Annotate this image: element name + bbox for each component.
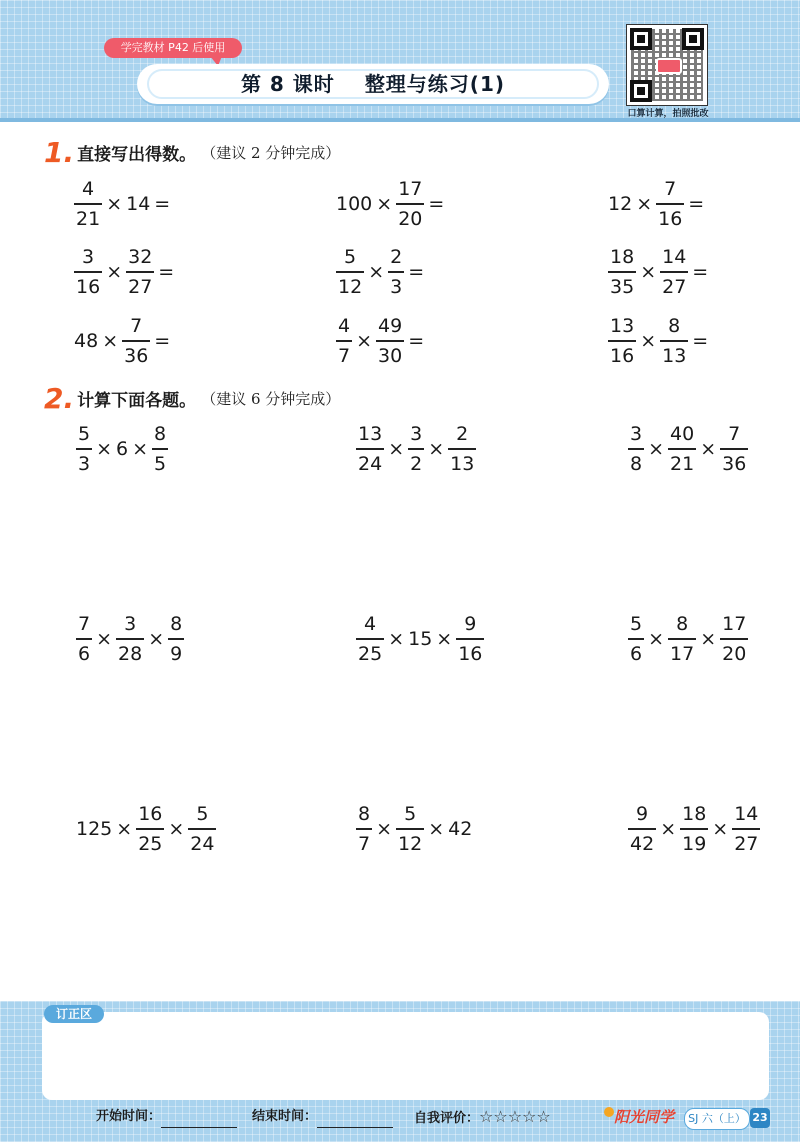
times-sign: × [436, 627, 453, 650]
numerator: 7 [728, 423, 741, 445]
times-sign: × [376, 192, 393, 215]
times-sign: × [636, 192, 653, 215]
times-sign: × [700, 437, 717, 460]
numerator: 2 [456, 423, 469, 445]
fraction [656, 177, 684, 231]
fraction-bar [668, 448, 696, 450]
fraction-bar [116, 638, 144, 640]
section-1-hint: （建议 2 分钟完成） [201, 144, 341, 162]
denominator: 16 [610, 344, 635, 367]
fraction-bar [456, 638, 484, 640]
times-sign: × [648, 437, 665, 460]
calc-problem [74, 802, 218, 856]
times-sign: × [102, 329, 119, 352]
fraction-bar [356, 828, 372, 830]
fraction-bar [126, 271, 154, 273]
denominator: 7 [358, 832, 371, 855]
fraction-bar [660, 271, 688, 273]
denominator: 24 [358, 452, 383, 475]
times-sign: × [388, 627, 405, 650]
fraction-bar [74, 203, 102, 205]
correction-label: 订正区 [44, 1005, 104, 1023]
times-sign: × [700, 627, 717, 650]
fraction [720, 422, 748, 476]
fraction [668, 612, 696, 666]
fraction-bar [720, 638, 748, 640]
numerator: 5 [196, 803, 209, 825]
fraction-bar [608, 271, 636, 273]
quick-problem [606, 177, 706, 231]
times-sign: × [106, 260, 123, 283]
times-sign: × [388, 437, 405, 460]
fraction-bar [76, 638, 92, 640]
fraction-bar [136, 828, 164, 830]
numerator: 14 [662, 246, 687, 268]
fraction [136, 802, 164, 856]
fraction-bar [448, 448, 476, 450]
numerator: 5 [78, 423, 91, 445]
qr-corner-icon [630, 28, 652, 50]
qr-logo-icon [656, 58, 682, 74]
fraction-bar [396, 203, 424, 205]
numerator: 49 [378, 315, 403, 337]
end-time-field[interactable] [252, 1106, 393, 1128]
times-sign: × [648, 627, 665, 650]
times-sign: × [640, 260, 657, 283]
fraction-bar [356, 448, 384, 450]
fraction [628, 422, 644, 476]
fraction [608, 245, 636, 299]
numerator: 17 [398, 178, 423, 200]
start-time-line[interactable] [161, 1113, 237, 1128]
denominator: 3 [390, 275, 403, 298]
section-1-number: 1. [44, 136, 75, 169]
denominator: 13 [662, 344, 687, 367]
end-time-line[interactable] [317, 1113, 393, 1128]
numerator: 5 [404, 803, 417, 825]
quick-problem [72, 314, 172, 368]
section-1-heading [44, 136, 341, 169]
fraction [122, 314, 150, 368]
fraction [720, 612, 748, 666]
calc-problem [626, 422, 750, 476]
fraction [660, 245, 688, 299]
numerator: 8 [170, 613, 183, 635]
fraction [336, 314, 352, 368]
section-2-number: 2. [44, 382, 75, 415]
times-sign: × [640, 329, 657, 352]
number: 14 [126, 192, 151, 215]
fraction-bar [336, 271, 364, 273]
quick-problem [334, 314, 426, 368]
fraction-bar [408, 448, 424, 450]
denominator: 25 [358, 642, 383, 665]
quick-problem [72, 177, 172, 231]
fraction [76, 422, 92, 476]
equals-sign: = [408, 260, 425, 283]
denominator: 17 [670, 642, 695, 665]
denominator: 42 [630, 832, 655, 855]
quick-problem [334, 177, 446, 231]
denominator: 16 [658, 207, 683, 230]
fraction-bar [396, 828, 424, 830]
denominator: 35 [610, 275, 635, 298]
fraction [396, 802, 424, 856]
equals-sign: = [428, 192, 445, 215]
numerator: 2 [390, 246, 403, 268]
self-eval-field [414, 1106, 551, 1128]
numerator: 32 [128, 246, 153, 268]
grade-badge: SJ 六（上） [684, 1108, 750, 1130]
fraction-bar [168, 638, 184, 640]
end-time-label: 结束时间： [252, 1109, 318, 1124]
times-sign: × [660, 817, 677, 840]
denominator: 36 [124, 344, 149, 367]
number: 12 [608, 192, 633, 215]
fraction [116, 612, 144, 666]
start-time-field[interactable] [96, 1106, 237, 1128]
calc-problem [626, 802, 762, 856]
denominator: 21 [76, 207, 101, 230]
denominator: 6 [78, 642, 91, 665]
fraction-bar [356, 638, 384, 640]
quick-problem [334, 245, 426, 299]
denominator: 8 [630, 452, 643, 475]
calc-problem [74, 612, 186, 666]
fraction [74, 245, 102, 299]
numerator: 18 [610, 246, 635, 268]
numerator: 5 [630, 613, 643, 635]
times-sign: × [376, 817, 393, 840]
denominator: 12 [398, 832, 423, 855]
denominator: 9 [170, 642, 183, 665]
numerator: 4 [82, 178, 95, 200]
numerator: 9 [464, 613, 477, 635]
times-sign: × [368, 260, 385, 283]
correction-area[interactable] [42, 1012, 769, 1100]
calc-problem [354, 802, 474, 856]
equals-sign: = [692, 260, 709, 283]
fraction [456, 612, 484, 666]
fraction-bar [680, 828, 708, 830]
numerator: 3 [124, 613, 137, 635]
equals-sign: = [408, 329, 425, 352]
fraction-bar [76, 448, 92, 450]
times-sign: × [96, 627, 113, 650]
denominator: 21 [670, 452, 695, 475]
fraction-bar [388, 271, 404, 273]
denominator: 36 [722, 452, 747, 475]
qr-caption: 口算计算，拍照批改 [627, 109, 709, 119]
numerator: 5 [344, 246, 357, 268]
fraction [376, 314, 404, 368]
brand-logo [608, 1103, 680, 1131]
denominator: 16 [76, 275, 101, 298]
denominator: 16 [458, 642, 483, 665]
fraction [188, 802, 216, 856]
calc-problem [626, 612, 750, 666]
start-time-label: 开始时间： [96, 1109, 162, 1124]
fraction-bar [628, 638, 644, 640]
numerator: 7 [130, 315, 143, 337]
numerator: 8 [154, 423, 167, 445]
calc-problem [354, 422, 478, 476]
denominator: 5 [154, 452, 167, 475]
numerator: 14 [734, 803, 759, 825]
rating-stars-icon[interactable]: ☆☆☆☆☆ [479, 1107, 551, 1126]
lesson-number: 第 8 课时 [240, 72, 335, 96]
fraction-bar [188, 828, 216, 830]
brand-name: 阳光同学 [613, 1108, 674, 1126]
denominator: 12 [338, 275, 363, 298]
page-number: 23 [750, 1108, 770, 1128]
fraction-bar [628, 448, 644, 450]
calc-problem [354, 612, 486, 666]
fraction-bar [336, 340, 352, 342]
fraction-bar [668, 638, 696, 640]
denominator: 28 [118, 642, 143, 665]
fraction [608, 314, 636, 368]
numerator: 18 [682, 803, 707, 825]
fraction-bar [660, 340, 688, 342]
times-sign: × [168, 817, 185, 840]
section-2-title: 计算下面各题。 [77, 391, 197, 411]
numerator: 8 [668, 315, 681, 337]
times-sign: × [106, 192, 123, 215]
times-sign: × [132, 437, 149, 460]
fraction [668, 422, 696, 476]
numerator: 7 [78, 613, 91, 635]
denominator: 20 [398, 207, 423, 230]
denominator: 25 [138, 832, 163, 855]
numerator: 13 [358, 423, 383, 445]
fraction [388, 245, 404, 299]
sun-icon [604, 1107, 614, 1117]
numerator: 4 [338, 315, 351, 337]
quick-problem [72, 245, 176, 299]
numerator: 17 [722, 613, 747, 635]
fraction [628, 802, 656, 856]
denominator: 13 [450, 452, 475, 475]
fraction [628, 612, 644, 666]
denominator: 27 [734, 832, 759, 855]
equals-sign: = [692, 329, 709, 352]
times-sign: × [356, 329, 373, 352]
fraction [396, 177, 424, 231]
denominator: 24 [190, 832, 215, 855]
times-sign: × [116, 817, 133, 840]
denominator: 20 [722, 642, 747, 665]
fraction [732, 802, 760, 856]
denominator: 27 [128, 275, 153, 298]
equals-sign: = [158, 260, 175, 283]
equals-sign: = [688, 192, 705, 215]
qr-corner-icon [630, 80, 652, 102]
denominator: 30 [378, 344, 403, 367]
section-2-hint: （建议 6 分钟完成） [201, 390, 341, 408]
denominator: 3 [78, 452, 91, 475]
fraction [448, 422, 476, 476]
times-sign: × [148, 627, 165, 650]
denominator: 2 [410, 452, 423, 475]
denominator: 19 [682, 832, 707, 855]
number: 125 [76, 817, 113, 840]
quick-problem [606, 245, 710, 299]
fraction [74, 177, 102, 231]
times-sign: × [96, 437, 113, 460]
number: 42 [448, 817, 473, 840]
numerator: 8 [676, 613, 689, 635]
number: 48 [74, 329, 99, 352]
fraction [168, 612, 184, 666]
fraction [126, 245, 154, 299]
fraction [660, 314, 688, 368]
lesson-title [241, 72, 505, 96]
numerator: 13 [610, 315, 635, 337]
fraction-bar [74, 271, 102, 273]
fraction [356, 422, 384, 476]
fraction-bar [732, 828, 760, 830]
times-sign: × [712, 817, 729, 840]
denominator: 7 [338, 344, 351, 367]
number: 6 [116, 437, 129, 460]
numerator: 3 [630, 423, 643, 445]
section-1-title: 直接写出得数。 [77, 145, 197, 165]
title-banner [137, 64, 609, 104]
number: 15 [408, 627, 433, 650]
section-2-heading [44, 382, 341, 415]
fraction [356, 612, 384, 666]
numerator: 16 [138, 803, 163, 825]
fraction-bar [122, 340, 150, 342]
fraction-bar [608, 340, 636, 342]
fraction-bar [628, 828, 656, 830]
fraction [356, 802, 372, 856]
fraction [152, 422, 168, 476]
numerator: 3 [410, 423, 423, 445]
denominator: 6 [630, 642, 643, 665]
fraction-bar [376, 340, 404, 342]
equals-sign: = [154, 192, 171, 215]
lesson-name: 整理与练习(1) [364, 72, 506, 96]
numerator: 8 [358, 803, 371, 825]
fraction [76, 612, 92, 666]
usage-tag: 学完教材 P42 后使用 [104, 38, 242, 58]
numerator: 40 [670, 423, 695, 445]
denominator: 27 [662, 275, 687, 298]
times-sign: × [428, 817, 445, 840]
times-sign: × [428, 437, 445, 460]
calc-problem [74, 422, 170, 476]
numerator: 4 [364, 613, 377, 635]
fraction [680, 802, 708, 856]
fraction-bar [152, 448, 168, 450]
quick-problem [606, 314, 710, 368]
fraction-bar [720, 448, 748, 450]
fraction [336, 245, 364, 299]
numerator: 3 [82, 246, 95, 268]
self-eval-label: 自我评价： [414, 1111, 480, 1126]
number: 100 [336, 192, 373, 215]
fraction-bar [656, 203, 684, 205]
equals-sign: = [154, 329, 171, 352]
numerator: 7 [664, 178, 677, 200]
qr-code-icon[interactable] [626, 24, 708, 106]
numerator: 9 [636, 803, 649, 825]
qr-corner-icon [682, 28, 704, 50]
fraction [408, 422, 424, 476]
